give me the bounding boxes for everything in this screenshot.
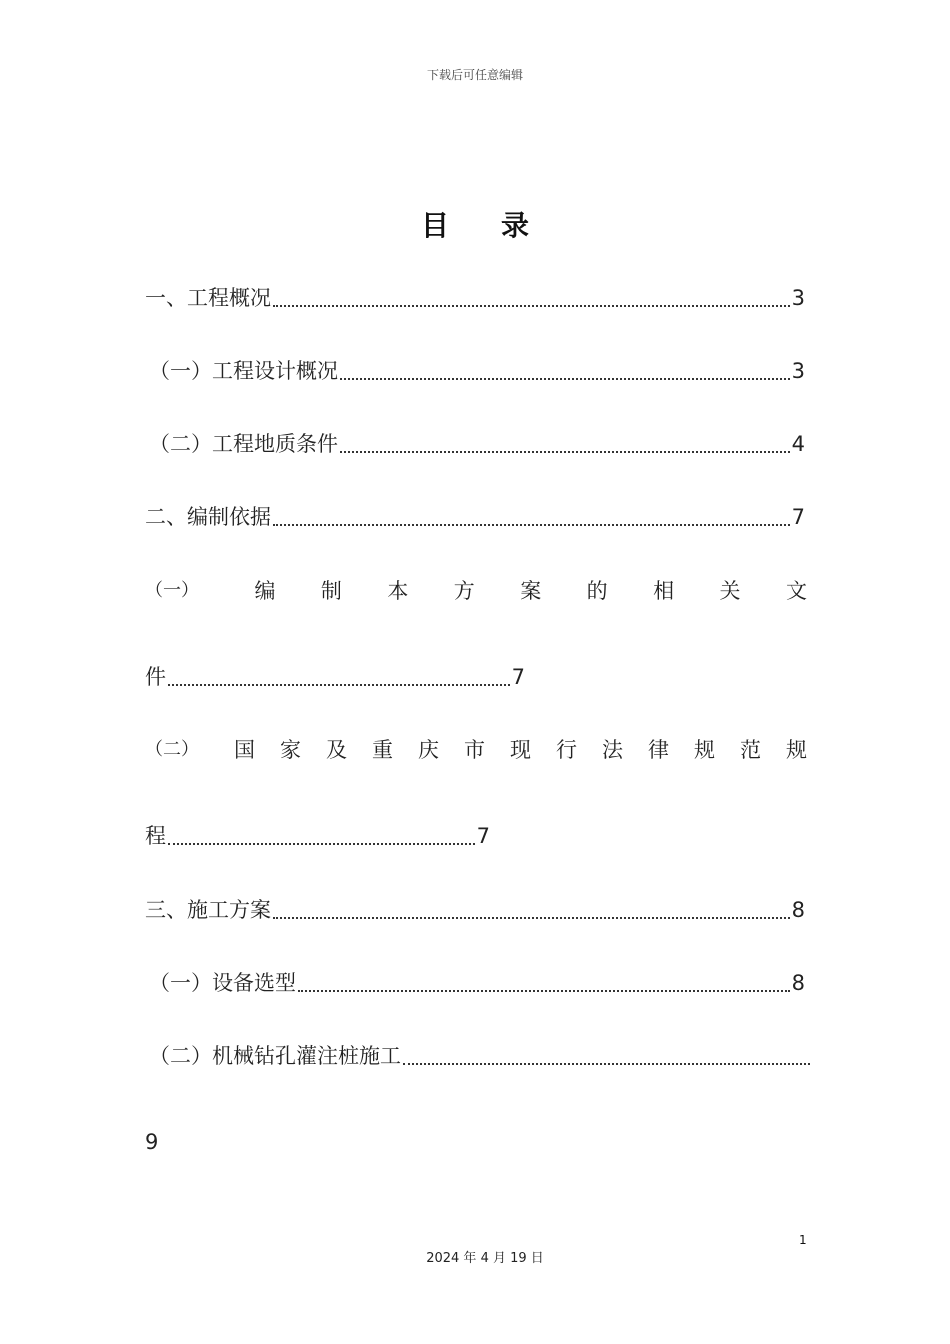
toc-entry-page: 3	[791, 286, 805, 310]
toc-entry-page: 4	[791, 432, 805, 456]
toc-entry-page: 9	[145, 1130, 159, 1154]
toc-entry[interactable]	[145, 895, 805, 925]
toc-entry[interactable]	[149, 968, 805, 998]
toc-entry-char: 的	[586, 579, 608, 603]
toc-entry-page: 7	[511, 665, 525, 689]
toc-entry-continuation[interactable]	[145, 662, 525, 692]
toc-entry-label: 一、工程概况	[145, 286, 271, 310]
toc-entry-char: 及	[326, 738, 347, 762]
toc-entry-char: 规	[694, 738, 715, 762]
toc-leader-dots	[168, 843, 475, 845]
toc-entry-spread-line[interactable]	[145, 735, 807, 765]
toc-entry-continuation[interactable]	[145, 1127, 185, 1157]
toc-leader-dots	[273, 917, 790, 919]
toc-entry-continuation[interactable]	[145, 821, 490, 851]
toc-entry[interactable]	[145, 283, 805, 313]
toc-entry-char: 规	[786, 738, 807, 762]
toc-leader-dots	[298, 990, 790, 992]
toc-entry-label: （二）工程地质条件	[149, 432, 338, 456]
toc-entry-page: 7	[476, 824, 490, 848]
toc-leader-dots	[273, 524, 790, 526]
page-title: 目录	[420, 209, 581, 242]
toc-entry-char: 文	[785, 579, 807, 603]
toc-entry-label: （一）工程设计概况	[149, 359, 338, 383]
toc-entry-page: 8	[791, 898, 805, 922]
toc-entry-char: 国	[234, 738, 255, 762]
footer-date: 2024 年 4 月 19 日	[426, 1251, 544, 1266]
toc-entry-char: 市	[464, 738, 485, 762]
toc-leader-dots	[403, 1063, 810, 1065]
toc-entry-label: （一）设备选型	[149, 971, 296, 995]
toc-entry[interactable]	[149, 1041, 812, 1071]
toc-entry-char: 律	[648, 738, 669, 762]
toc-leader-dots	[340, 451, 790, 453]
toc-entry-char: 家	[280, 738, 301, 762]
toc-entry-spread-line[interactable]	[145, 576, 807, 606]
toc-entry-char: 关	[719, 579, 741, 603]
toc-entry-label: 件	[145, 665, 166, 689]
toc-entry-char: 庆	[418, 738, 439, 762]
toc-entry-char: 案	[520, 579, 542, 603]
toc-entry-prefix: （一）	[145, 580, 199, 601]
page-header: 下载后可任意编辑	[426, 68, 523, 82]
toc-entry-page: 7	[791, 505, 805, 529]
toc-entry-char: 制	[320, 579, 342, 603]
toc-leader-dots	[168, 684, 510, 686]
page-number: 1	[799, 1233, 807, 1247]
toc-entry-label: （二）机械钻孔灌注桩施工	[149, 1044, 401, 1068]
toc-entry-prefix: （二）	[145, 739, 199, 760]
toc-entry-char: 重	[372, 738, 393, 762]
toc-leader-dots	[340, 378, 790, 380]
toc-entry-char: 范	[740, 738, 761, 762]
toc-entry-char: 现	[510, 738, 531, 762]
toc-leader-dots	[273, 305, 790, 307]
toc-entry-label: 三、施工方案	[145, 898, 271, 922]
toc-entry[interactable]	[149, 429, 805, 459]
toc-entry[interactable]	[145, 502, 805, 532]
toc-entry-char: 方	[453, 579, 475, 603]
toc-entry-page: 8	[791, 971, 805, 995]
toc-entry-label: 程	[145, 824, 166, 848]
toc-entry-page: 3	[791, 359, 805, 383]
toc-entry-char: 行	[556, 738, 577, 762]
toc-entry-char: 本	[387, 579, 409, 603]
toc-entry-label: 二、编制依据	[145, 505, 271, 529]
toc-entry-char: 相	[653, 579, 675, 603]
toc-entry-char: 编	[254, 579, 276, 603]
toc-entry-char: 法	[602, 738, 623, 762]
toc-entry[interactable]	[149, 356, 805, 386]
